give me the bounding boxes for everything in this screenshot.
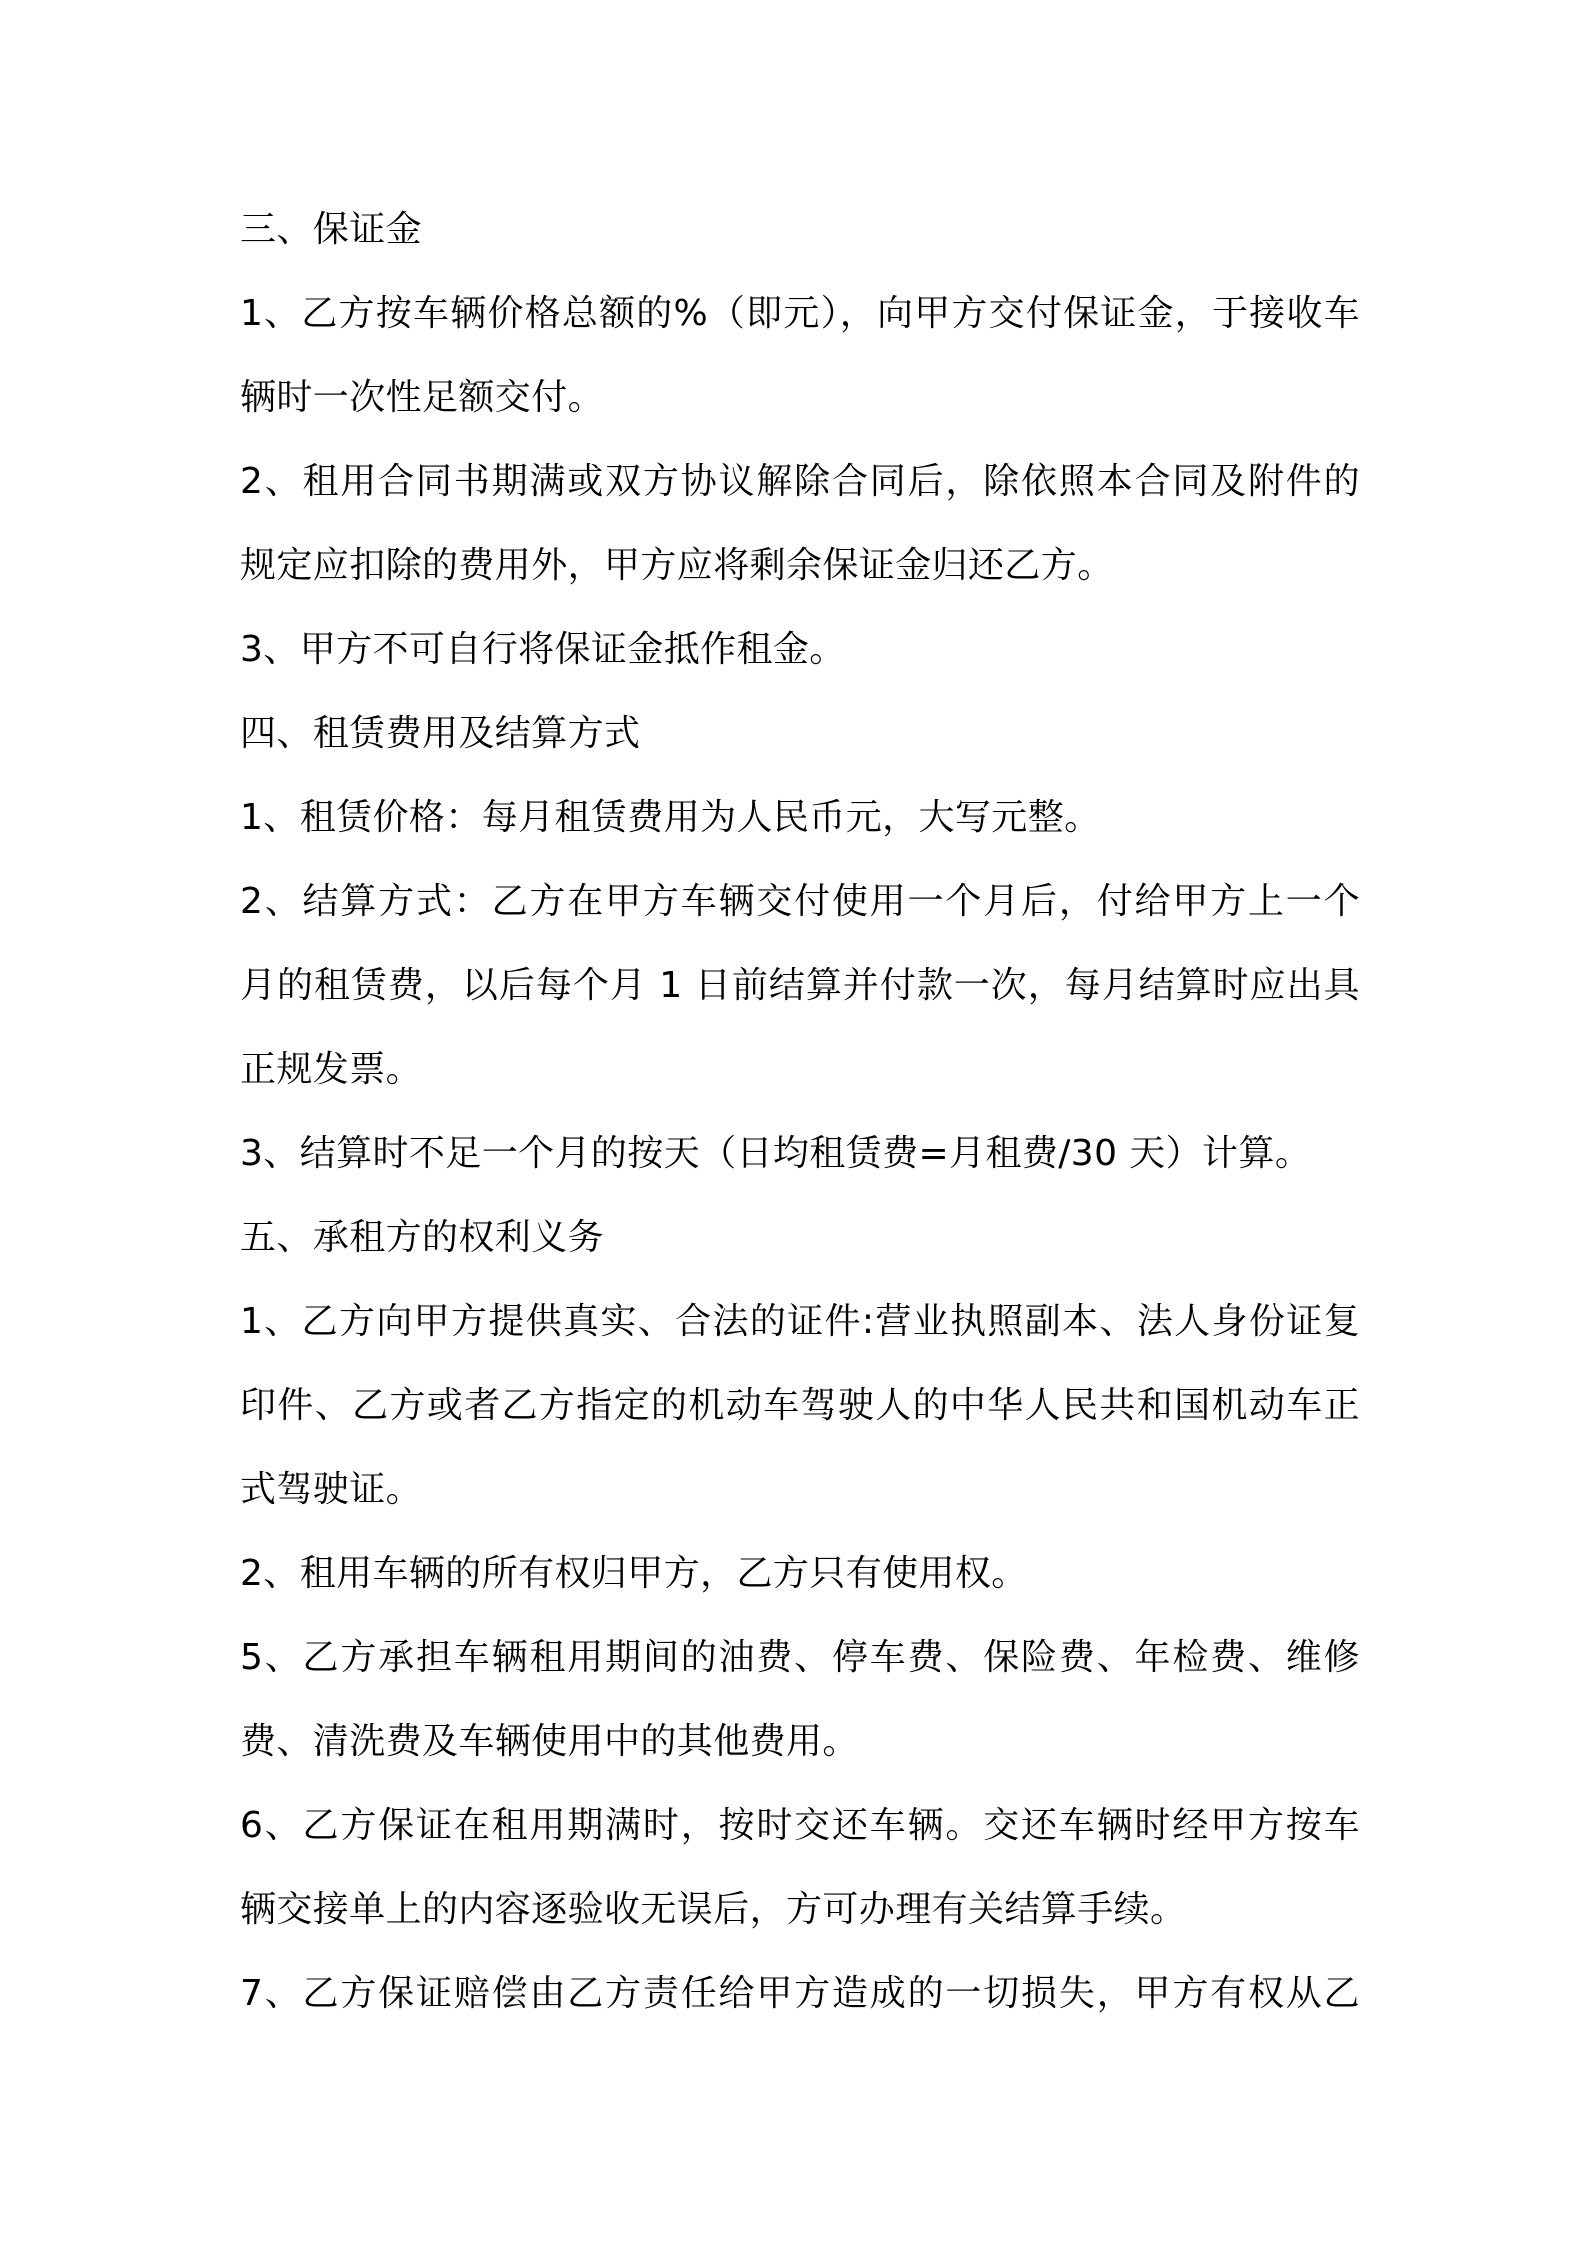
paragraph-line: 式驾驶证。 xyxy=(240,1469,423,1510)
paragraph-line: 2、结算方式：乙方在甲方车辆交付使用一个月后，付给甲方上一个 xyxy=(240,881,1360,922)
section-heading-fees: 四、租赁费用及结算方式 xyxy=(240,713,641,754)
paragraph-line: 规定应扣除的费用外，甲方应将剩余保证金归还乙方。 xyxy=(240,545,1114,586)
paragraph-line: 1、租赁价格：每月租赁费用为人民币元，大写元整。 xyxy=(240,797,1101,838)
paragraph-line: 1、乙方向甲方提供真实、合法的证件:营业执照副本、法人身份证复 xyxy=(240,1301,1360,1342)
paragraph-line: 1、乙方按车辆价格总额的%（即元），向甲方交付保证金，于接收车 xyxy=(240,293,1360,334)
paragraph-line: 辆时一次性足额交付。 xyxy=(240,377,605,418)
paragraph-line: 3、结算时不足一个月的按天（日均租赁费=月租费/30 天）计算。 xyxy=(240,1133,1312,1174)
document-body xyxy=(240,188,1360,2036)
paragraph-line: 月的租赁费，以后每个月 1 日前结算并付款一次，每月结算时应出具 xyxy=(240,965,1360,1006)
section-heading-lessee-rights: 五、承租方的权利义务 xyxy=(240,1217,605,1258)
paragraph-line: 费、清洗费及车辆使用中的其他费用。 xyxy=(240,1721,859,1762)
paragraph-line: 印件、乙方或者乙方指定的机动车驾驶人的中华人民共和国机动车正 xyxy=(240,1385,1360,1426)
paragraph-line: 正规发票。 xyxy=(240,1049,423,1090)
paragraph-line: 6、乙方保证在租用期满时，按时交还车辆。交还车辆时经甲方按车 xyxy=(240,1805,1360,1846)
paragraph-line: 辆交接单上的内容逐验收无误后，方可办理有关结算手续。 xyxy=(240,1889,1187,1930)
paragraph-line: 3、甲方不可自行将保证金抵作租金。 xyxy=(240,629,846,670)
paragraph-line: 7、乙方保证赔偿由乙方责任给甲方造成的一切损失，甲方有权从乙 xyxy=(240,1973,1360,2014)
paragraph-line: 2、租用车辆的所有权归甲方，乙方只有使用权。 xyxy=(240,1553,1028,1594)
section-heading-deposit: 三、保证金 xyxy=(240,209,423,250)
paragraph-line: 2、租用合同书期满或双方协议解除合同后，除依照本合同及附件的 xyxy=(240,461,1360,502)
paragraph-line: 5、乙方承担车辆租用期间的油费、停车费、保险费、年检费、维修 xyxy=(240,1637,1360,1678)
